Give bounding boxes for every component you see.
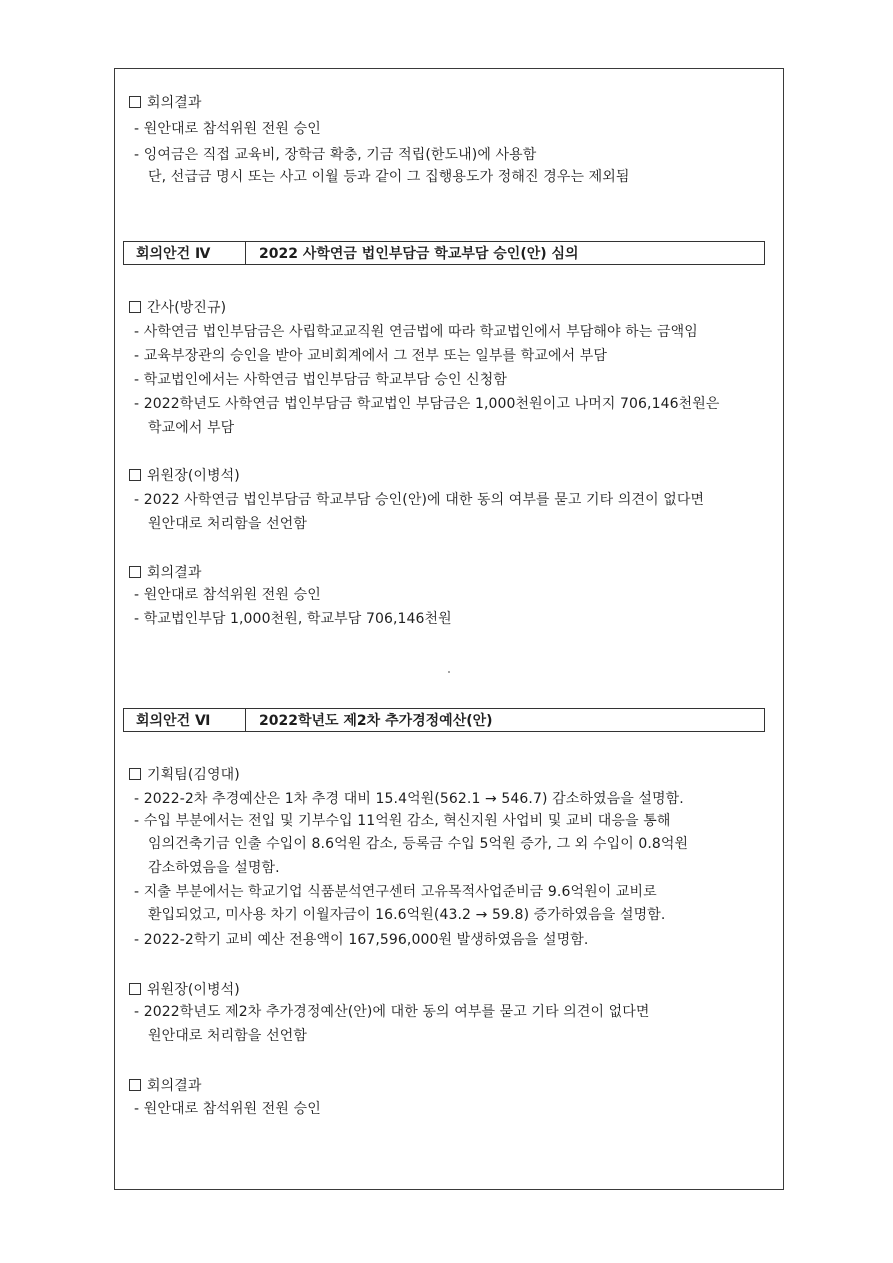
section-heading-secretary: 간사(방진규)	[129, 298, 226, 318]
checkbox-square-icon	[129, 96, 141, 108]
section-heading-chair: 위원장(이병석)	[129, 980, 240, 1000]
scan-speck	[448, 671, 450, 673]
secretary-line: - 사학연금 법인부담금은 사립학교교직원 연금법에 따라 학교법인에서 부담해야 하는 금액임	[134, 324, 698, 340]
agenda-number: 회의안건 Ⅳ	[124, 242, 246, 264]
section-heading-chair: 위원장(이병석)	[129, 466, 240, 486]
section-heading-planning: 기획팀(김영대)	[129, 765, 240, 785]
result-line: - 학교법인부담 1,000천원, 학교부담 706,146천원	[134, 611, 452, 627]
chair-line: - 2022 사학연금 법인부담금 학교부담 승인(안)에 대한 동의 여부를 묻고 기타 의견이 없다면	[134, 492, 705, 508]
result-line: 단, 선급금 명시 또는 사고 이월 등과 같이 그 집행용도가 정해진 경우는 제외됨	[148, 169, 630, 185]
agenda-header-6	[123, 708, 765, 732]
planning-line: - 수입 부분에서는 전입 및 기부수입 11억원 감소, 혁신지원 사업비 및 교비 대응을 통해	[134, 813, 671, 829]
checkbox-square-icon	[129, 566, 141, 578]
checkbox-square-icon	[129, 1079, 141, 1091]
result-line: - 잉여금은 직접 교육비, 장학금 확충, 기금 적립(한도내)에 사용함	[134, 147, 537, 163]
planning-line: 감소하였음을 설명함.	[148, 860, 280, 876]
section-heading-result: 회의결과	[129, 1076, 202, 1096]
agenda-number: 회의안건 Ⅵ	[124, 709, 246, 731]
secretary-line: - 2022학년도 사학연금 법인부담금 학교법인 부담금은 1,000천원이고 나머지 706,146천원은	[134, 396, 720, 412]
checkbox-square-icon	[129, 301, 141, 313]
planning-line: - 지출 부분에서는 학교기업 식품분석연구센터 고유목적사업준비금 9.6억원이 교비로	[134, 884, 657, 900]
secretary-line: - 교육부장관의 승인을 받아 교비회계에서 그 전부 또는 일부를 학교에서 부담	[134, 348, 607, 364]
result-line: - 원안대로 참석위원 전원 승인	[134, 1101, 321, 1117]
checkbox-square-icon	[129, 983, 141, 995]
chair-line: 원안대로 처리함을 선언함	[148, 1028, 307, 1044]
section-heading-result: 회의결과	[129, 563, 202, 583]
checkbox-square-icon	[129, 469, 141, 481]
chair-line: - 2022학년도 제2차 추가경정예산(안)에 대한 동의 여부를 묻고 기타 의견이 없다면	[134, 1004, 650, 1020]
agenda-header-4	[123, 241, 765, 265]
secretary-line: 학교에서 부담	[148, 420, 235, 436]
agenda-title: 2022 사학연금 법인부담금 학교부담 승인(안) 심의	[259, 246, 579, 262]
section-heading-result: 회의결과	[129, 93, 202, 113]
planning-line: 환입되었고, 미사용 차기 이월자금이 16.6억원(43.2 → 59.8) 증가하였음을 설명함.	[148, 907, 666, 923]
result-line: - 원안대로 참석위원 전원 승인	[134, 587, 321, 603]
planning-line: 임의건축기금 인출 수입이 8.6억원 감소, 등록금 수입 5억원 증가, 그 외 수입이 0.8억원	[148, 836, 689, 852]
chair-line: 원안대로 처리함을 선언함	[148, 516, 307, 532]
planning-line: - 2022-2차 추경예산은 1차 추경 대비 15.4억원(562.1 → 546.7) 감소하였음을 설명함.	[134, 791, 684, 807]
agenda-title: 2022학년도 제2차 추가경정예산(안)	[259, 713, 493, 729]
checkbox-square-icon	[129, 768, 141, 780]
secretary-line: - 학교법인에서는 사학연금 법인부담금 학교부담 승인 신청함	[134, 372, 508, 388]
result-line: - 원안대로 참석위원 전원 승인	[134, 121, 321, 137]
planning-line: - 2022-2학기 교비 예산 전용액이 167,596,000원 발생하였음을 설명함.	[134, 932, 589, 948]
